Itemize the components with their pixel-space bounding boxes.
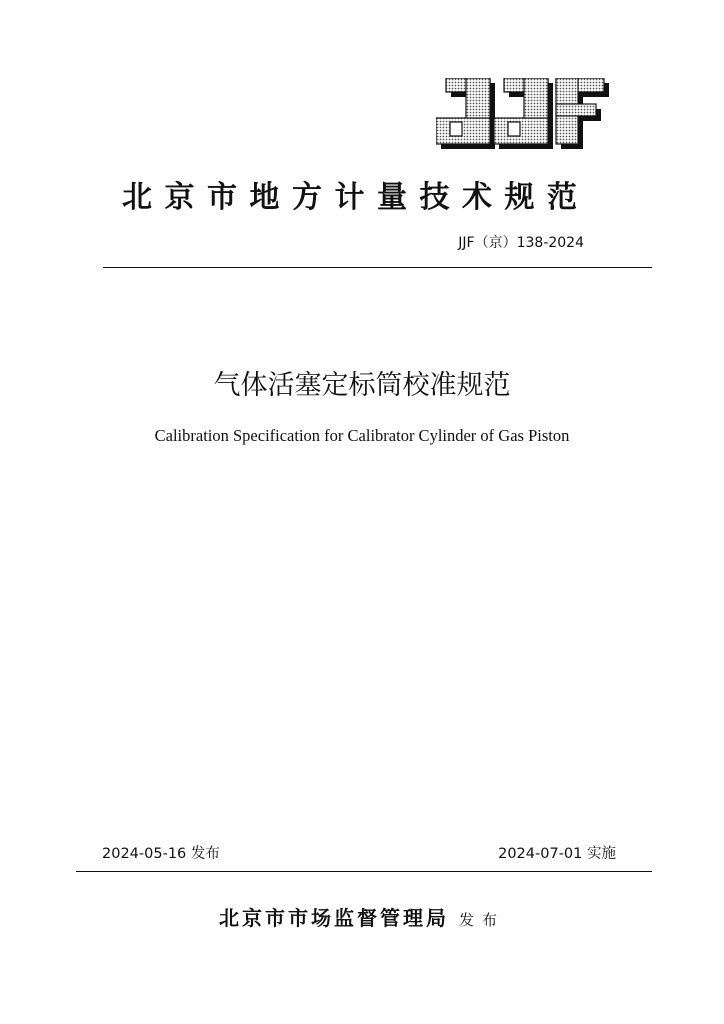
- bottom-divider: [76, 871, 652, 872]
- standard-code: JJF（京）138-2024: [458, 235, 584, 251]
- issue-date: 2024-05-16 发布: [102, 846, 220, 862]
- publisher-name: 北京市市场监督管理局: [218, 906, 449, 930]
- document-title-english: Calibration Specification for Calibrator Cylinder of Gas Piston: [154, 426, 570, 445]
- publisher-action: 发布: [458, 911, 505, 929]
- jjf-logo-icon: [436, 78, 614, 150]
- document-title-chinese: 气体活塞定标筒校准规范: [213, 370, 511, 401]
- implementation-date: 2024-07-01 实施: [498, 846, 616, 862]
- publisher-line: [0, 901, 724, 937]
- standard-type-heading: 北京市地方计量技术规范: [122, 180, 590, 215]
- top-divider: [103, 267, 652, 268]
